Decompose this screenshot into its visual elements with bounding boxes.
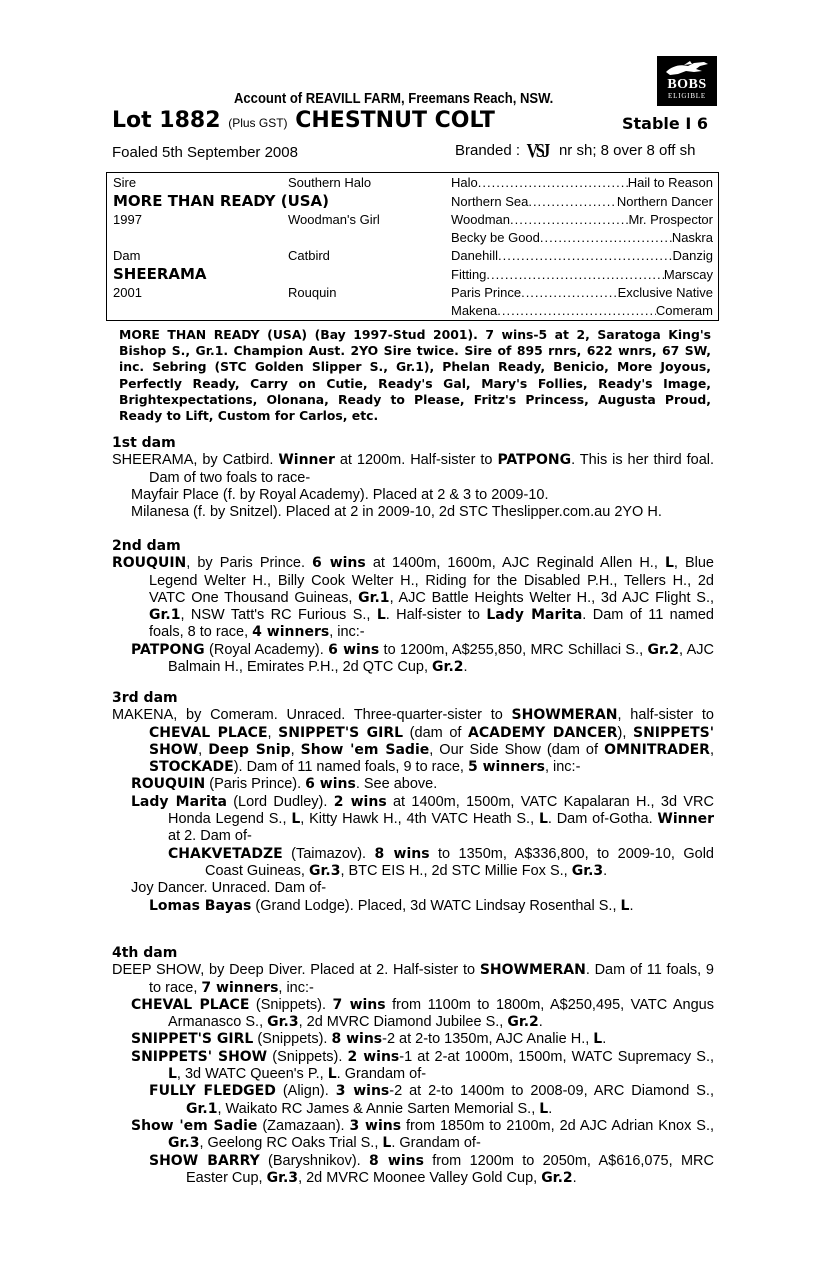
text-run: , BTC EIS H., 2d STC Millie Fox S., (340, 862, 572, 879)
text-run: . (463, 659, 468, 676)
progeny-entry (112, 504, 714, 521)
ancestor-sire: Comeram (655, 303, 713, 318)
ancestor-sire: Hail to Reason (627, 175, 713, 190)
bold-text-run: CHEVAL PLACE (149, 724, 268, 741)
text-run: (dam of (403, 724, 469, 741)
bold-text-run: L (593, 1031, 603, 1048)
bold-text-run: 8 wins (331, 1031, 383, 1048)
bold-text-run: ACADEMY DANCER (468, 724, 618, 741)
bold-text-run: SNIPPETS' SHOW (131, 1048, 268, 1065)
bold-text-run: Gr.3 (168, 1135, 200, 1152)
bold-text-run: Lomas Bayas (149, 897, 252, 914)
ancestor-row (451, 285, 713, 301)
text-run: . (629, 897, 634, 914)
bold-text-run: 6 wins (328, 641, 380, 658)
ancestor-name: Woodman (451, 212, 511, 227)
bold-text-run: SHOW BARRY (149, 1152, 260, 1169)
text-run: . Dam of-Gotha. (547, 811, 658, 828)
sire-sire: Southern Halo (288, 175, 372, 190)
ancestor-sire: Naskra (671, 230, 713, 245)
ancestor-row (451, 230, 713, 246)
text-run: (Royal Academy). (204, 641, 329, 658)
bold-text-run: 5 winners (467, 759, 545, 776)
text-run: Joy Dancer. Unraced. Dam of- (131, 880, 327, 897)
text-run: to 1350m, A$336,800, to 2009-10, Gold Coast Guineas, (205, 845, 714, 879)
text-run: (Snippets). (253, 1031, 332, 1048)
progeny-entry (112, 1153, 714, 1188)
ancestor-sire: Northern Dancer (616, 194, 713, 209)
lot-title: CHESTNUT COLT (295, 108, 495, 133)
logo-text-bobs: BOBS (667, 77, 707, 92)
text-run: , Blue Legend Welter H., Billy Cook Welter H., Riding for the Disabled P.H., Tellers H., 2d VATC One Thousand Guineas, (149, 555, 714, 606)
bold-text-run: L (664, 555, 674, 572)
ancestor-name: Makena (451, 303, 498, 318)
brand-mark: VSJ (526, 140, 549, 162)
bold-text-run: 6 wins (312, 555, 366, 572)
progeny-entry (112, 898, 714, 915)
section-heading: 2nd dam (112, 538, 181, 554)
progeny-entry (112, 487, 714, 504)
bold-text-run: L (327, 1066, 337, 1083)
dam-year: 2001 (113, 285, 142, 300)
bold-text-run: STOCKADE (149, 759, 234, 776)
bold-text-run: 6 wins (305, 776, 356, 793)
text-run: . This is her third foal. Dam of two foals to race- (149, 452, 715, 486)
bold-text-run: 8 wins (374, 845, 430, 862)
foaling-date: Foaled 5th September 2008 (112, 144, 298, 161)
text-run: . (538, 1014, 543, 1031)
progeny-entry (112, 997, 714, 1032)
sire-label: Sire (113, 175, 137, 190)
text-run: MAKENA, by Comeram. Unraced. Three-quarter-sister to (112, 707, 512, 724)
bold-text-run: Deep Snip (208, 741, 291, 758)
bold-text-run: Gr.1 (149, 607, 181, 624)
bold-text-run: Gr.2 (507, 1014, 539, 1031)
ancestor-row (451, 248, 713, 264)
bold-text-run: FULLY FLEDGED (149, 1083, 276, 1100)
text-run: at 1200m. Half-sister to (334, 452, 498, 469)
bold-text-run: 2 wins (333, 793, 387, 810)
text-run: at 1400m, 1500m, VATC Kapalaran H., 3d VRC Honda Legend S., (168, 793, 714, 828)
progeny-entry (112, 794, 714, 846)
dam-paragraph (112, 962, 714, 997)
text-run: , NSW Tatt's RC Furious S., (180, 607, 377, 624)
text-run: from 1100m to 1800m, A$250,495, VATC Angus Armanasco S., (168, 996, 714, 1031)
text-run: (Zamazaan). (257, 1117, 350, 1134)
bold-text-run: L (376, 607, 386, 624)
bold-text-run: Winner (278, 452, 335, 469)
ancestor-sire: Marscay (663, 267, 713, 282)
bold-text-run: 7 winners (201, 979, 279, 996)
text-run: , (198, 741, 209, 758)
text-run: -1 at 2-at 1000m, 1500m, WATC Supremacy S., (399, 1048, 714, 1065)
text-run: , AJC Battle Heights Welter H., 3d AJC Flight S., (389, 589, 715, 606)
section-heading: 1st dam (112, 435, 176, 451)
text-run: (Align). (275, 1083, 336, 1100)
second-dam-section (112, 538, 714, 676)
bold-text-run: Gr.1 (186, 1100, 218, 1117)
bold-text-run: L (382, 1135, 392, 1152)
bold-text-run: PATPONG (131, 641, 205, 658)
bold-text-run: Winner (657, 811, 714, 828)
bold-text-run: L (539, 1100, 549, 1117)
text-run: , (709, 741, 714, 758)
text-run: at 1400m, 1600m, AJC Reginald Allen H., (365, 555, 665, 572)
text-run: . (572, 1169, 577, 1186)
text-run: Mayfair Place (f. by Royal Academy). Placed at 2 & 3 to 2009-10. (131, 486, 549, 503)
bold-text-run: SNIPPET'S GIRL (278, 724, 404, 741)
progeny-entry (112, 1031, 714, 1048)
bold-text-run: PATPONG (497, 452, 572, 469)
text-run: . Grandam of- (391, 1135, 481, 1152)
section-heading: 4th dam (112, 945, 178, 961)
bold-text-run: Gr.3 (308, 862, 341, 879)
bold-text-run: 2 wins (347, 1048, 400, 1065)
stable-location: Stable I 6 (622, 114, 708, 133)
text-run: (Lord Dudley). (226, 793, 334, 810)
dam-label: Dam (113, 248, 141, 263)
ancestor-row (451, 212, 713, 228)
text-run: , (290, 741, 301, 758)
ancestor-row (451, 267, 713, 283)
bold-text-run: L (168, 1066, 177, 1083)
text-run: , Our Side Show (dam of (429, 741, 605, 758)
ancestor-name: Fitting (451, 267, 487, 282)
text-run: . Dam of 11 foals, 9 to race, (149, 962, 714, 996)
text-run: -2 at 2-to 1350m, AJC Analie H., (382, 1031, 594, 1048)
ancestor-row (451, 194, 713, 210)
bold-text-run: 4 winners (252, 624, 330, 641)
text-run: , half-sister to (617, 707, 715, 724)
sire-year: 1997 (113, 212, 142, 227)
text-run: . Grandam of- (336, 1066, 427, 1083)
text-run: , by Paris Prince. (186, 555, 313, 572)
bold-text-run: ROUQUIN (131, 776, 206, 793)
text-run: , 3d WATC Queen's P., (176, 1066, 328, 1083)
bold-text-run: CHAKVETADZE (168, 845, 283, 862)
text-run: , inc:- (544, 759, 581, 776)
lot-number: Lot 1882 (112, 108, 221, 133)
lot-heading (112, 108, 495, 133)
bold-text-run: SNIPPETS' SHOW (149, 724, 714, 758)
brand-details: nr sh; 8 over 8 off sh (558, 142, 696, 159)
text-run: from 1200m to 2050m, A$616,075, MRC Easter Cup, (186, 1152, 714, 1186)
brand-info (455, 140, 695, 163)
text-run: from 1850m to 2100m, 2d AJC Adrian Knox S., (401, 1117, 714, 1134)
vendor-account: Account of REAVILL FARM, Freemans Reach, NSW. (234, 90, 554, 107)
text-run: -2 at 2-to 1400m to 2008-09, ARC Diamond S., (389, 1083, 714, 1100)
ancestor-row (451, 175, 713, 191)
text-run: . See above. (355, 776, 438, 793)
text-run: , 2d MVRC Moonee Valley Gold Cup, (298, 1169, 542, 1186)
dam-sire: Catbird (288, 248, 330, 263)
text-run: , Waikato RC James & Annie Sarten Memorial S., (217, 1100, 540, 1117)
ancestor-name: Halo (451, 175, 478, 190)
sire-dam: Woodman's Girl (288, 212, 380, 227)
progeny-entry (112, 1118, 714, 1153)
bold-text-run: Gr.2 (541, 1169, 573, 1186)
text-run: . Dam of 11 named foals, 8 to race, (149, 607, 714, 641)
text-run: , Geelong RC Oaks Trial S., (199, 1135, 383, 1152)
bold-text-run: L (620, 897, 630, 914)
bold-text-run: Gr.2 (647, 641, 679, 658)
bold-text-run: Lady Marita (131, 793, 227, 810)
logo-text-eligible: ELIGIBLE (668, 92, 706, 100)
progeny-entry (112, 846, 714, 881)
text-run: SHEERAMA, by Catbird. (112, 452, 279, 469)
ancestor-name: Paris Prince (451, 285, 522, 300)
bold-text-run: Gr.2 (432, 659, 464, 676)
dam-dam: Rouquin (288, 285, 337, 300)
dam-name: SHEERAMA (113, 265, 207, 283)
racehorse-icon (664, 60, 710, 78)
text-run: (Snippets). (267, 1048, 348, 1065)
bold-text-run: 3 wins (335, 1083, 390, 1100)
text-run: (Paris Prince). (205, 776, 306, 793)
bold-text-run: 3 wins (349, 1117, 402, 1134)
text-run: . Half-sister to (385, 607, 487, 624)
text-run: (Taimazov). (282, 845, 375, 862)
text-run: , Kitty Hawk H., 4th VATC Heath S., (300, 811, 539, 828)
bold-text-run: Gr.1 (358, 589, 390, 606)
brand-label: Branded : (455, 142, 521, 159)
ancestor-sire: Exclusive Native (617, 285, 713, 300)
bold-text-run: Gr.3 (267, 1014, 299, 1031)
text-run: (Grand Lodge). Placed, 3d WATC Lindsay Rosenthal S., (251, 897, 621, 914)
bold-text-run: SHOWMERAN (511, 707, 618, 724)
text-run: ), (617, 724, 633, 741)
bold-text-run: Lady Marita (486, 607, 583, 624)
bold-text-run: SNIPPET'S GIRL (131, 1031, 254, 1048)
dam-paragraph (112, 555, 714, 641)
text-run: . (602, 1031, 607, 1048)
text-run: . (548, 1100, 553, 1117)
progeny-entry (112, 1083, 714, 1118)
bold-text-run: L (538, 811, 548, 828)
bobs-eligible-logo (657, 56, 717, 106)
ancestor-name: Northern Sea (451, 194, 529, 209)
bold-text-run: 7 wins (332, 996, 386, 1013)
dam-paragraph (112, 707, 714, 776)
text-run: . (603, 862, 608, 879)
first-dam-section (112, 435, 714, 521)
ancestor-row (451, 303, 713, 319)
bold-text-run: L (291, 811, 301, 828)
section-heading: 3rd dam (112, 690, 178, 706)
ancestor-name: Danehill (451, 248, 498, 263)
sire-summary: MORE THAN READY (USA) (Bay 1997-Stud 2001). 7 wins-5 at 2, Saratoga King's Bishop S., Gr.1. Champion Aust. 2YO Sire twice. Sire of 895 rnrs, 622 wnrs, 67 SW, inc. Sebring (STC Golden Slipper S., Gr.1), Phelan Ready, Benicio, More Joyous, Perfectly Ready, Carry on Cutie, Ready's Gal, Mary's Follies, Ready's Image, Brightexpectations, Olonana, Ready to Please, Fritz's Princess, Augusta Proud, Ready to Lift, Custom for Carlos, etc. (119, 327, 711, 424)
bold-text-run: CHEVAL PLACE (131, 996, 250, 1013)
gst-note: (Plus GST) (228, 116, 288, 130)
pedigree-table (106, 172, 719, 321)
bold-text-run: 8 wins (369, 1152, 424, 1169)
third-dam-section (112, 690, 714, 915)
ancestor-name: Becky be Good (451, 230, 540, 245)
text-run: to 1200m, A$255,850, MRC Schillaci S., (379, 641, 648, 658)
bold-text-run: OMNITRADER (604, 741, 710, 758)
progeny-entry (112, 642, 714, 677)
progeny-entry (112, 1049, 714, 1084)
text-run: , AJC Balmain H., Emirates P.H., 2d QTC Cup, (168, 641, 714, 676)
dam-paragraph (112, 452, 714, 487)
bold-text-run: Show 'em Sadie (300, 741, 430, 758)
bold-text-run: Gr.3 (266, 1169, 299, 1186)
text-run: , inc:- (329, 624, 365, 641)
text-run: DEEP SHOW, by Deep Diver. Placed at 2. Half-sister to (112, 962, 480, 979)
text-run: Milanesa (f. by Snitzel). Placed at 2 in 2009-10, 2d STC Theslipper.com.au 2YO H. (131, 504, 662, 521)
text-run: , 2d MVRC Diamond Jubilee S., (298, 1014, 508, 1031)
text-run: at 2. Dam of- (168, 828, 252, 845)
progeny-entry (112, 776, 714, 793)
bold-text-run: ROUQUIN (112, 555, 187, 572)
text-run: , inc:- (278, 979, 314, 996)
bold-text-run: Gr.3 (571, 862, 604, 879)
text-run: , (267, 724, 279, 741)
fourth-dam-section (112, 945, 714, 1187)
ancestor-sire: Danzig (672, 248, 713, 263)
bold-text-run: Show 'em Sadie (131, 1117, 258, 1134)
text-run: (Baryshnikov). (259, 1152, 370, 1169)
bold-text-run: SHOWMERAN (479, 962, 586, 979)
sire-name: MORE THAN READY (USA) (113, 192, 330, 210)
text-run: ). Dam of 11 named foals, 9 to race, (233, 759, 468, 776)
ancestor-sire: Mr. Prospector (628, 212, 713, 227)
progeny-entry (112, 880, 714, 897)
text-run: (Snippets). (249, 996, 333, 1013)
